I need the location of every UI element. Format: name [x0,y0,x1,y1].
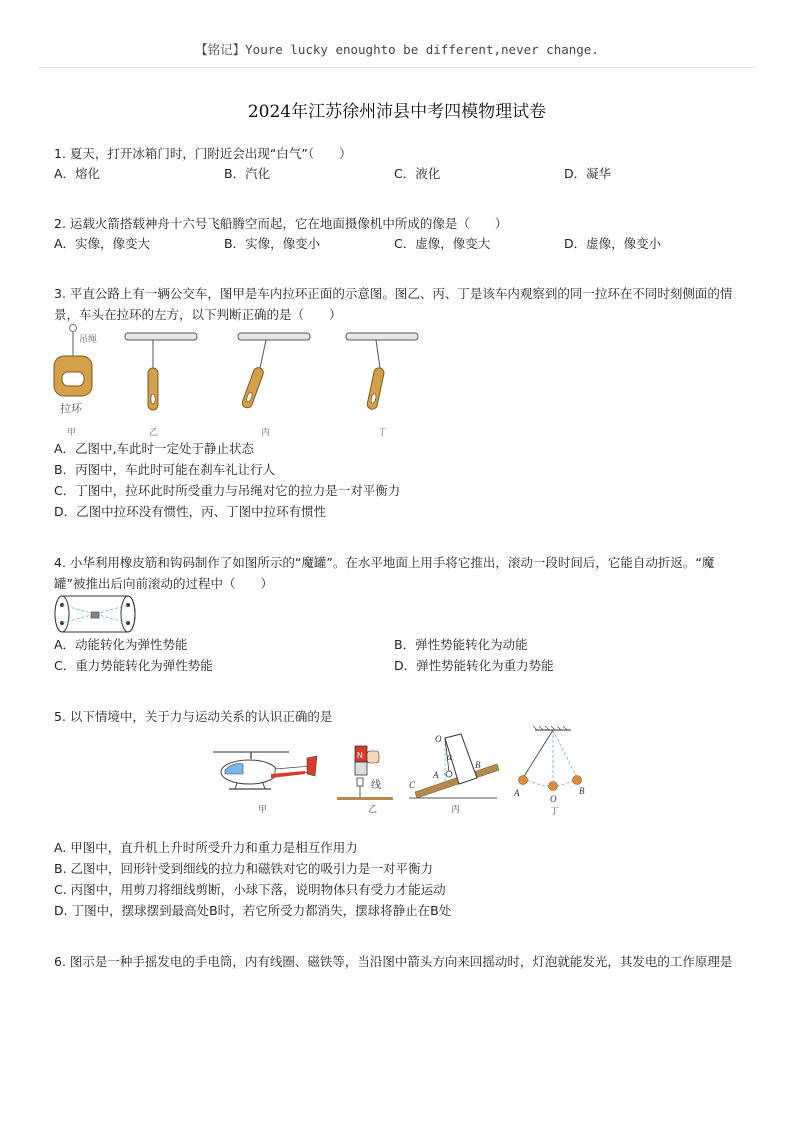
q5-label-bing: 丙 [451,804,461,814]
q5-option-b: B. 乙图中，回形针受到细线的拉力和磁铁对它的吸引力是一对平衡力 [54,861,434,876]
q3-option-b: B．丙图中，车此时可能在刹车礼让行人 [54,462,276,477]
q4-option-a: A．动能转化为弹性势能 [54,637,188,652]
q5-label-b2: B [579,786,585,796]
label-ring: 拉环 [60,403,82,415]
q5-label-a2: A [514,788,520,798]
q5-label-c: C [409,780,416,790]
incline-figure [409,734,499,814]
q3-option-a: A．乙图中,车此时一定处于静止状态 [54,441,255,456]
label-rope-1: 吊绳 [79,334,98,344]
q3-option-d: D．乙图中拉环没有惯性，丙、丁图中拉环有惯性 [54,504,327,519]
question-1-stem: 1. 夏天，打开冰箱门时，门附近会出现“白气”（ ） [54,146,352,161]
q4-option-b: B．弹性势能转化为动能 [394,637,528,652]
q5-option-c: C. 丙图中，用剪刀将细线剪断，小球下落，说明物体只有受力才能运动 [54,882,446,897]
label-fig-yi: 乙 [149,427,159,437]
question-4-stem: 4. 小华利用橡皮筋和钩码制作了如图所示的“魔罐”。在水平地面上用手将它推出，滚动一段时间后，它能自动折返。“魔罐”被推出后向前滚动的过程中（ ） [54,555,715,591]
label-fig-bing: 丙 [261,427,271,437]
q4-option-c: C．重力势能转化为弹性势能 [54,658,213,673]
q2-option-c: C．虚像，像变大 [394,236,491,251]
q5-label-ding: 丁 [550,806,560,816]
ring-side-view-ding [346,333,418,437]
ring-side-view-yi [125,333,197,437]
q4-option-d: D．弹性势能转化为重力势能 [394,658,554,673]
ring-front-view [54,325,97,438]
q2-option-b: B．实像，像变小 [224,236,321,251]
q1-option-d: D．凝华 [564,166,612,181]
q5-label-alpha: α [447,752,452,762]
q5-label-o1: O [435,734,442,744]
q1-option-b: B．汽化 [224,166,271,181]
helicopter-figure [213,752,317,814]
q5-label-b1: B [475,760,481,770]
magnet-figure [337,746,393,814]
q5-label-jia: 甲 [258,804,268,814]
q1-option-a: A．熔化 [54,166,101,181]
q1-option-c: C．液化 [394,166,441,181]
q5-option-a: A. 甲图中，直升机上升时所受升力和重力是相互作用力 [54,840,358,855]
q5-label-o2: O [550,794,557,804]
question-3-stem: 3. 平直公路上有一辆公交车，图甲是车内拉环正面的示意图。图乙、丙、丁是该车内观察到的同一拉环在不同时刻侧面的情景，车头在拉环的左方，以下判断正确的是（ ） [54,286,733,322]
q5-label-yi: 乙 [368,804,378,814]
page-title: 2024年江苏徐州沛县中考四模物理试卷 [247,102,547,122]
q5-label-n: N [357,751,363,760]
q5-label-xian: 线 [371,780,381,791]
label-fig-ding: 丁 [378,427,388,437]
question-2-stem: 2. 运载火箭搭载神舟十六号飞船腾空而起，它在地面摄像机中所成的像是（ ） [54,216,508,231]
q2-option-d: D．虚像，像变小 [564,236,662,251]
question-6-stem: 6. 图示是一种手摇发电的手电筒，内有线圈、磁铁等，当沿图中箭头方向来回摇动时，灯泡就能发光，其发电的工作原理是 [54,954,733,969]
question-5-stem: 5. 以下情境中，关于力与运动关系的认识正确的是 [54,709,333,724]
pendulum-figure [513,726,585,816]
q3-option-c: C．丁图中，拉环此时所受重力与吊绳对它的拉力是一对平衡力 [54,483,401,498]
ring-side-view-bing [238,333,310,437]
force-motion-figure [205,726,605,818]
motto-header: 【铭记】Youre lucky enoughto be different,never change. [195,42,599,57]
header-divider [38,67,756,68]
q5-option-d: D. 丁图中，摆球摆到最高处B时，若它所受力都消失，摆球将静止在B处 [54,903,452,918]
hand-ring-figure [50,322,430,440]
label-fig-jia: 甲 [67,427,77,437]
magic-can-figure [54,594,136,634]
q5-label-a1: A [433,770,439,780]
q2-option-a: A．实像，像变大 [54,236,151,251]
